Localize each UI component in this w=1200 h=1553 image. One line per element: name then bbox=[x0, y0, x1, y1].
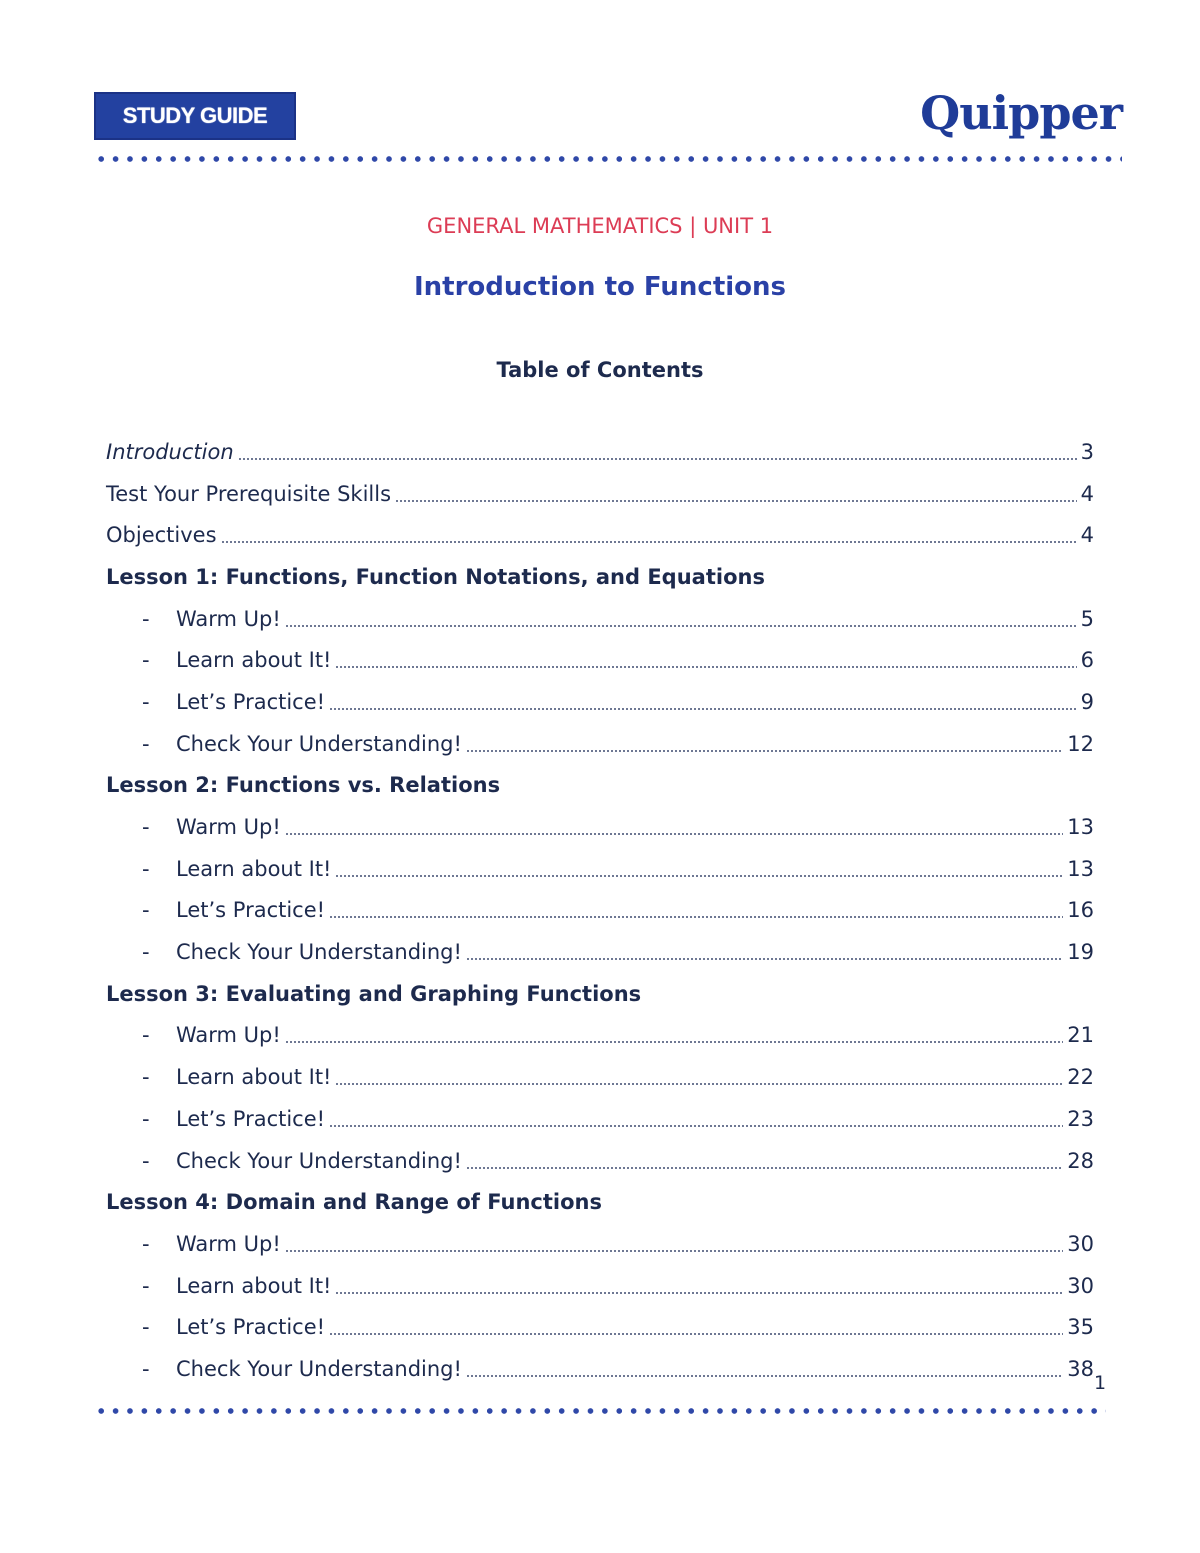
toc-bullet: - bbox=[142, 648, 150, 673]
table-of-contents bbox=[106, 431, 1094, 1390]
toc-entry-label: Introduction bbox=[106, 439, 234, 464]
toc-entry-page: 28 bbox=[1067, 1148, 1094, 1173]
dot-leader bbox=[395, 500, 1077, 502]
dot-leader bbox=[329, 916, 1063, 918]
toc-entry-label: Warm Up! bbox=[176, 1231, 281, 1256]
toc-lesson-title: Lesson 2: Functions vs. Relations bbox=[106, 773, 501, 798]
dot-leader bbox=[329, 1125, 1063, 1127]
dot-leader bbox=[285, 833, 1063, 835]
toc-entry-page: 12 bbox=[1067, 731, 1094, 756]
toc-entry-label: Check Your Understanding! bbox=[176, 1356, 462, 1381]
toc-entry-objectives[interactable] bbox=[106, 514, 1094, 556]
toc-entry-label: Warm Up! bbox=[176, 1023, 281, 1048]
toc-entry-page: 35 bbox=[1067, 1315, 1094, 1340]
toc-entry-page: 23 bbox=[1067, 1106, 1094, 1131]
toc-bullet: - bbox=[142, 1356, 150, 1381]
toc-entry-label: Test Your Prerequisite Skills bbox=[106, 481, 392, 506]
toc-entry-page: 4 bbox=[1080, 481, 1094, 506]
toc-entry-page: 21 bbox=[1067, 1023, 1094, 1048]
toc-entry-label: Objectives bbox=[106, 523, 217, 548]
toc-bullet: - bbox=[142, 940, 150, 965]
toc-bullet: - bbox=[142, 1315, 150, 1340]
dot-leader bbox=[329, 708, 1077, 710]
toc-lesson-title: Lesson 3: Evaluating and Graphing Functions bbox=[106, 981, 642, 1006]
toc-entry-label: Warm Up! bbox=[176, 815, 281, 840]
toc-entry-page: 5 bbox=[1080, 606, 1094, 631]
dot-leader bbox=[285, 625, 1077, 627]
top-dotted-divider bbox=[94, 156, 1122, 162]
toc-lesson-3-check-understanding[interactable] bbox=[106, 1140, 1094, 1182]
toc-entry-page: 9 bbox=[1080, 689, 1094, 714]
toc-lesson-4-learn-about-it[interactable] bbox=[106, 1265, 1094, 1307]
toc-lesson-3[interactable] bbox=[106, 973, 1094, 1015]
toc-entry-label: Learn about It! bbox=[176, 856, 332, 881]
toc-entry-label: Let’s Practice! bbox=[176, 689, 326, 714]
toc-entry-label: Check Your Understanding! bbox=[176, 731, 462, 756]
toc-lesson-3-warm-up[interactable] bbox=[106, 1015, 1094, 1057]
toc-entry-page: 30 bbox=[1067, 1273, 1094, 1298]
toc-lesson-1-warm-up[interactable] bbox=[106, 598, 1094, 640]
toc-lesson-2[interactable] bbox=[106, 765, 1094, 807]
toc-entry-introduction[interactable] bbox=[106, 431, 1094, 473]
toc-lesson-1-learn-about-it[interactable] bbox=[106, 639, 1094, 681]
toc-entry-label: Let’s Practice! bbox=[176, 898, 326, 923]
toc-lesson-2-learn-about-it[interactable] bbox=[106, 848, 1094, 890]
toc-entry-label: Let’s Practice! bbox=[176, 1106, 326, 1131]
dot-leader bbox=[335, 666, 1076, 668]
toc-lesson-title: Lesson 1: Functions, Function Notations, and Equations bbox=[106, 564, 765, 589]
subject-heading: GENERAL MATHEMATICS | UNIT 1 bbox=[426, 214, 774, 238]
toc-bullet: - bbox=[142, 1273, 150, 1298]
toc-entry-label: Learn about It! bbox=[176, 1065, 332, 1090]
toc-entry-page: 19 bbox=[1067, 940, 1094, 965]
dot-leader bbox=[466, 1167, 1063, 1169]
toc-lesson-2-check-understanding[interactable] bbox=[106, 931, 1094, 973]
toc-lesson-1[interactable] bbox=[106, 556, 1094, 598]
toc-bullet: - bbox=[142, 1065, 150, 1090]
dot-leader bbox=[285, 1041, 1063, 1043]
toc-entry-page: 6 bbox=[1080, 648, 1094, 673]
toc-entry-label: Learn about It! bbox=[176, 648, 332, 673]
toc-entry-label: Let’s Practice! bbox=[176, 1315, 326, 1340]
bottom-dotted-divider bbox=[94, 1408, 1106, 1414]
toc-lesson-4[interactable] bbox=[106, 1181, 1094, 1223]
toc-entry-page: 16 bbox=[1067, 898, 1094, 923]
dot-leader bbox=[466, 750, 1063, 752]
quipper-logo: Quipper bbox=[920, 86, 1122, 140]
toc-bullet: - bbox=[142, 1023, 150, 1048]
dot-leader bbox=[335, 1083, 1063, 1085]
toc-entry-label: Check Your Understanding! bbox=[176, 1148, 462, 1173]
dot-leader bbox=[335, 1292, 1063, 1294]
toc-bullet: - bbox=[142, 815, 150, 840]
dot-leader bbox=[238, 458, 1077, 460]
toc-bullet: - bbox=[142, 1106, 150, 1131]
toc-entry-label: Learn about It! bbox=[176, 1273, 332, 1298]
toc-lesson-4-check-understanding[interactable] bbox=[106, 1348, 1094, 1390]
study-guide-label: STUDY GUIDE bbox=[122, 103, 268, 128]
toc-lesson-2-warm-up[interactable] bbox=[106, 806, 1094, 848]
toc-lesson-1-check-understanding[interactable] bbox=[106, 723, 1094, 765]
dot-leader bbox=[466, 958, 1063, 960]
toc-lesson-3-lets-practice[interactable] bbox=[106, 1098, 1094, 1140]
dot-leader bbox=[329, 1333, 1063, 1335]
dot-leader bbox=[335, 875, 1063, 877]
toc-entry-page: 30 bbox=[1067, 1231, 1094, 1256]
toc-lesson-4-warm-up[interactable] bbox=[106, 1223, 1094, 1265]
toc-lesson-4-lets-practice[interactable] bbox=[106, 1306, 1094, 1348]
toc-entry-page: 38 bbox=[1067, 1356, 1094, 1381]
toc-bullet: - bbox=[142, 1148, 150, 1173]
toc-bullet: - bbox=[142, 856, 150, 881]
toc-entry-label: Check Your Understanding! bbox=[176, 940, 462, 965]
toc-entry-page: 13 bbox=[1067, 856, 1094, 881]
toc-lesson-title: Lesson 4: Domain and Range of Functions bbox=[106, 1190, 602, 1215]
toc-bullet: - bbox=[142, 731, 150, 756]
page-header bbox=[94, 86, 1122, 144]
toc-bullet: - bbox=[142, 898, 150, 923]
dot-leader bbox=[466, 1375, 1063, 1377]
toc-entry-label: Warm Up! bbox=[176, 606, 281, 631]
page-number: 1 bbox=[1094, 1372, 1107, 1394]
toc-bullet: - bbox=[142, 1231, 150, 1256]
toc-entry-page: 13 bbox=[1067, 815, 1094, 840]
toc-entry-page: 3 bbox=[1080, 439, 1094, 464]
dot-leader bbox=[221, 541, 1077, 543]
toc-bullet: - bbox=[142, 689, 150, 714]
dot-leader bbox=[285, 1250, 1063, 1252]
toc-entry-prerequisite-skills[interactable] bbox=[106, 473, 1094, 515]
study-guide-badge bbox=[94, 92, 296, 140]
page-title: Introduction to Functions bbox=[413, 272, 787, 302]
toc-lesson-2-lets-practice[interactable] bbox=[106, 890, 1094, 932]
toc-lesson-3-learn-about-it[interactable] bbox=[106, 1056, 1094, 1098]
toc-entry-page: 22 bbox=[1067, 1065, 1094, 1090]
toc-heading: Table of Contents bbox=[496, 358, 704, 382]
toc-lesson-1-lets-practice[interactable] bbox=[106, 681, 1094, 723]
toc-entry-page: 4 bbox=[1080, 523, 1094, 548]
toc-bullet: - bbox=[142, 606, 150, 631]
